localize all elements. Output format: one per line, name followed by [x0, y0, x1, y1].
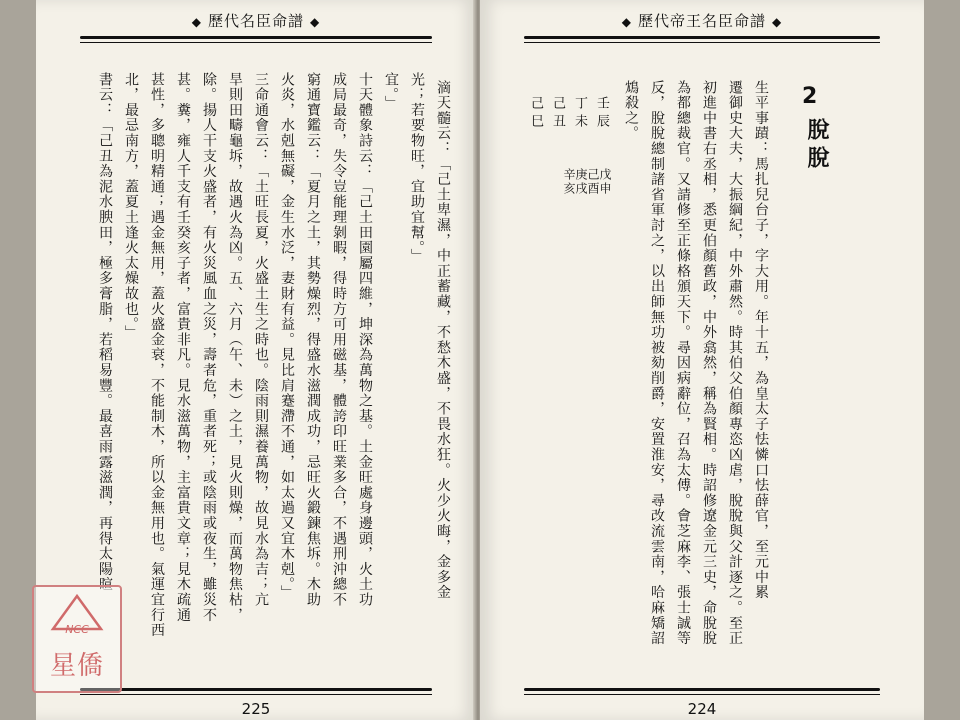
text-column: 光；若要物旺，宜助宜幫。」 [409, 72, 425, 264]
text-column: 北，最忌南方，蓋夏土逢火太燥故也。」 [123, 72, 139, 341]
text-column: 十天體象詩云：「己土田園屬四維，坤深為萬物之基。土金旺處身邊頭，火土功 [357, 72, 373, 608]
right-page-header [480, 10, 924, 31]
footer-rule-thin [80, 694, 432, 695]
diamond-ornament-icon: ◆ [621, 15, 632, 29]
text-column: 火炎，水剋無礙，金生水泛，妻財有益。見比肩蹇滯不通，如太過又宜木剋。」 [279, 72, 295, 601]
text-column: 旱則田疇龜坼，故遇火為凶。五、六月（午、未）之土，見火則燥，而萬物焦枯， [227, 72, 243, 623]
header-rule-thin [524, 42, 880, 43]
footer-rule-thin [524, 694, 880, 695]
text-column: 宜。」 [383, 72, 399, 111]
dayun-column: 戊申 [598, 168, 612, 196]
left-page-header [36, 10, 476, 31]
diamond-ornament-icon: ◆ [310, 15, 321, 29]
right-page [480, 0, 924, 720]
ncc-watermark-stamp [32, 585, 122, 693]
text-column: 遷御史大夫，大振綱紀，中外肅然。時其伯父伯顏專恣凶虐，脫脫與父計逐之。至正 [727, 80, 743, 647]
right-header-title: 歷代帝王名臣命譜 [637, 12, 766, 30]
text-column: 甚。糞，雍人千支有壬癸亥子者，富貴非凡。見水滋萬物，主富貴文章；見木疏通 [175, 72, 191, 623]
text-column: 生平事蹟：馬扎兒台子，字大用。年十五，為皇太子怯憐口怯薛官，至元中累 [753, 80, 769, 601]
page-number: 224 [687, 700, 717, 718]
text-column: 窮通寶鑑云：「夏月之土，其勢燥烈，得盛水滋潤成功，忌旺火鍛鍊焦坼。木助 [305, 72, 321, 608]
header-rule-thin [80, 42, 432, 43]
diamond-ornament-icon: ◆ [772, 15, 783, 29]
text-column: 書云：「己丑為泥水腴田，極多膏脂，若稻易豐。最喜雨露滋潤，再得太陽暄 [97, 72, 113, 593]
text-column: 甚性，多聰明精通；遇金無用，蓋火盛金衰，不能制木，所以金無用也。氣運宜行西 [149, 72, 165, 639]
stamp-brand-text: 星僑 [49, 651, 104, 681]
dayun-column: 庚戌 [574, 168, 588, 196]
footer-rule [80, 688, 432, 691]
header-rule [524, 36, 880, 39]
bazi-pillar: 己丑 [550, 96, 565, 132]
text-column: 三命通會云：「土旺長夏，火盛土生之時也。陰雨則濕養萬物，故見水為吉；亢 [253, 72, 269, 608]
bazi-pillar: 壬辰 [594, 96, 609, 132]
text-column: 成局最奇，失令豈能理剝暇，得時方可用磁基，體誇印旺業多合，不遇刑沖總不 [331, 72, 347, 608]
diamond-ornament-icon: ◆ [191, 15, 202, 29]
text-column: 鴆殺之。 [623, 80, 639, 142]
chapter-number: 2 [802, 84, 818, 109]
text-column: 為都總裁官。又請修至正條格頒天下。尋因病辭位，召為太傅。會芝麻李、張士誠等 [675, 80, 691, 647]
bazi-pillar: 丁未 [572, 96, 587, 132]
page-number: 225 [241, 700, 271, 718]
stamp-ncc-text: NCC [65, 623, 89, 636]
footer-rule [524, 688, 880, 691]
text-column: 除。揚人干支火盛者，有火災風血之災，壽者危，重者死；或陰雨或夜生，雖災不 [201, 72, 217, 623]
text-column: 滴天髓云：「己土卑濕，中正蓄藏，不愁木盛，不畏水狂。火少火晦，金多金 [435, 80, 451, 601]
chapter-title: 脫脫 [804, 118, 830, 174]
left-header-title: 歷代名臣命譜 [207, 12, 304, 30]
header-rule [80, 36, 432, 39]
dayun-column: 辛亥 [562, 168, 576, 196]
bazi-pillar: 己巳 [528, 96, 543, 132]
text-column: 初進中書右丞相，悉更伯顏舊政，中外翕然，稱為賢相。時詔修遼金元三史，命脫脫 [701, 80, 717, 647]
dayun-column: 己酉 [586, 168, 600, 196]
text-column: 反，脫脫總制諸省軍討之，以出師無功被劾削爵，安置淮安，尋改流雲南，哈麻矯詔 [649, 80, 665, 647]
